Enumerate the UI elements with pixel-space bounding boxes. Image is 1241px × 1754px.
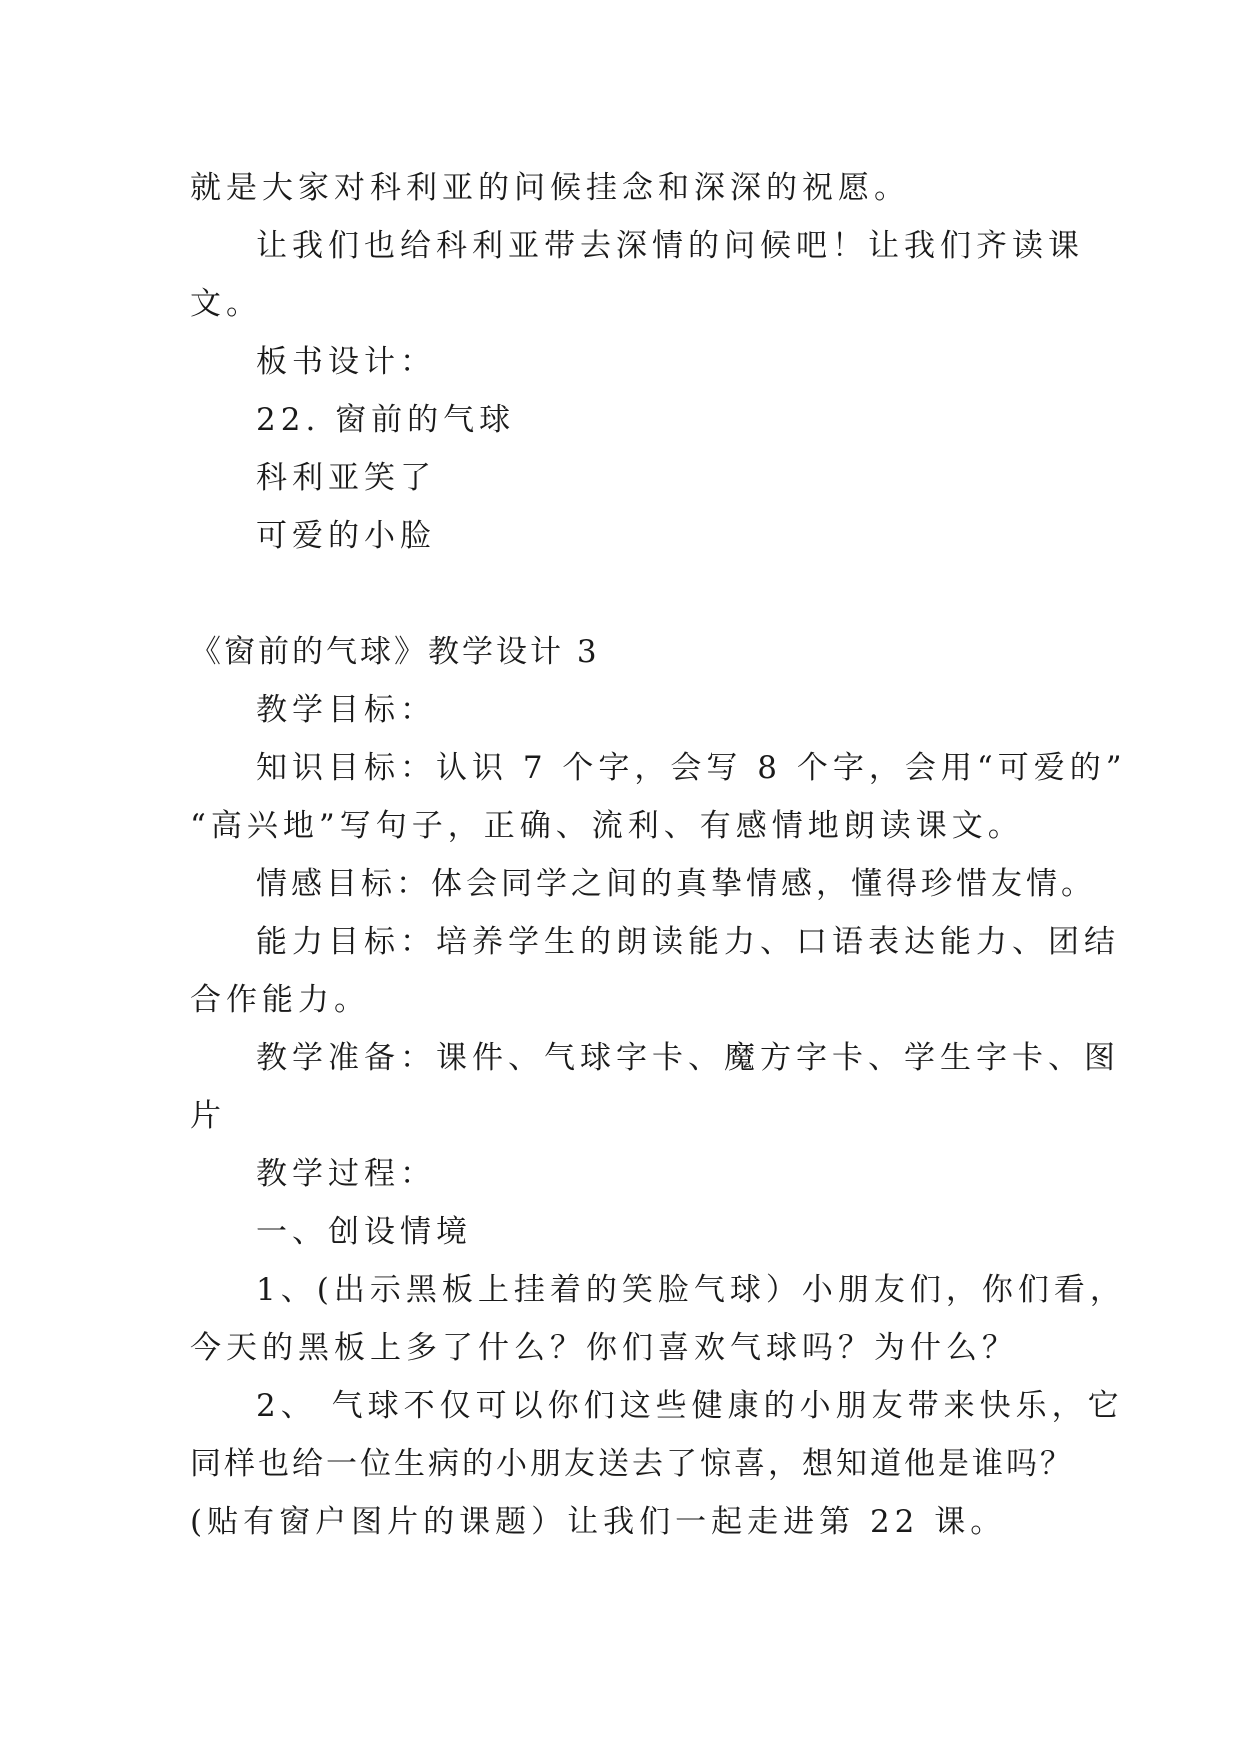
paragraph-line: 今天的黑板上多了什么？你们喜欢气球吗？为什么？ <box>190 1330 1018 1366</box>
paragraph-line: 让我们也给科利亚带去深情的问候吧！让我们齐读课 <box>256 228 1084 264</box>
paragraph-line: 合作能力。 <box>190 982 370 1018</box>
paragraph-line: 教学准备：课件、气球字卡、魔方字卡、学生字卡、图 <box>256 1040 1120 1076</box>
board-design-label: 板书设计： <box>256 344 436 380</box>
section-heading: 《窗前的气球》教学设计 3 <box>190 634 600 670</box>
board-design-item: 科利亚笑了 <box>256 460 436 496</box>
subheading-teaching-goals: 教学目标： <box>256 692 436 728</box>
paragraph-line: 能力目标：培养学生的朗读能力、口语表达能力、团结 <box>256 924 1120 960</box>
paragraph-line: 文。 <box>190 286 262 322</box>
paragraph-line: 2、 气球不仅可以你们这些健康的小朋友带来快乐，它 <box>256 1388 1124 1424</box>
paragraph-line: 就是大家对科利亚的问候挂念和深深的祝愿。 <box>190 170 910 206</box>
paragraph-line: 片 <box>190 1098 226 1134</box>
paragraph-line: 情感目标：体会同学之间的真挚情感，懂得珍惜友情。 <box>256 866 1096 902</box>
paragraph-line: 知识目标：认识 7 个字，会写 8 个字，会用“可爱的” <box>256 750 1127 786</box>
board-design-title: 22. 窗前的气球 <box>256 402 516 438</box>
paragraph-line: “高兴地”写句子，正确、流利、有感情地朗读课文。 <box>190 808 1024 844</box>
board-design-item: 可爱的小脸 <box>256 518 436 554</box>
paragraph-line: (贴有窗户图片的课题）让我们一起走进第 22 课。 <box>190 1504 1007 1540</box>
paragraph-line: 同样也给一位生病的小朋友送去了惊喜，想知道他是谁吗？ <box>190 1446 1074 1482</box>
subheading-step-one: 一、创设情境 <box>256 1214 472 1250</box>
subheading-teaching-process: 教学过程： <box>256 1156 436 1192</box>
paragraph-line: 1、(出示黑板上挂着的笑脸气球）小朋友们，你们看， <box>256 1272 1126 1308</box>
